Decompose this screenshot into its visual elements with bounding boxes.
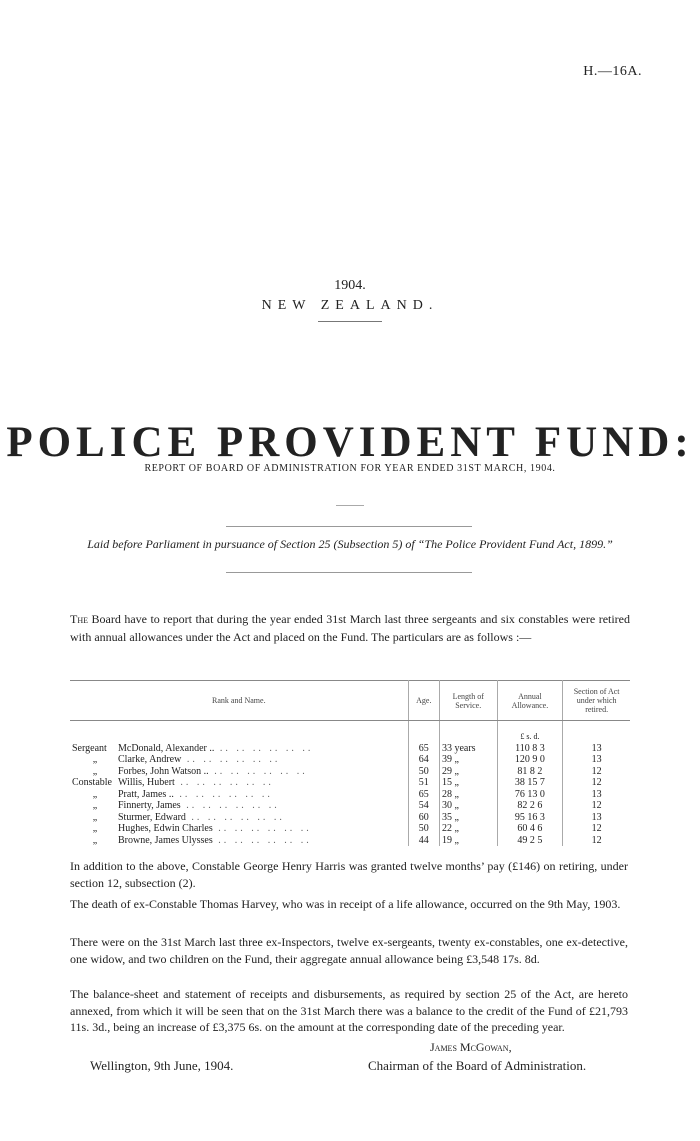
allowance-cell: 95 16 3 [497,812,563,824]
rank-name-cell [70,754,408,766]
rank-label: „ [92,765,98,777]
service-cell: 39 „ [439,754,497,766]
signatory-name: James McGowan, [430,1040,512,1054]
retirements-table [70,680,630,846]
header-age: Age. [408,681,439,721]
service-cell: 28 „ [439,789,497,801]
table-row [70,743,630,755]
person-name: Hughes, Edwin Charles [118,823,213,834]
rank-label: „ [92,811,98,823]
document-reference: H.—16A. [583,64,642,79]
allowance-cell: 110 8 3 [497,743,563,755]
service-cell: 29 „ [439,766,497,778]
person-name: McDonald, Alexander .. [118,742,215,754]
section-cell: 12 [591,765,602,777]
person-name: Forbes, John Watson .. [118,765,209,777]
rank-name-cell [70,743,408,755]
leader-dots: .. .. .. .. .. .. [185,811,285,823]
rank-name-cell [70,789,408,801]
service-cell: 30 „ [439,800,497,812]
service-cell: 33 years [439,743,497,755]
service-cell: 35 „ [439,812,497,824]
table-row [70,789,630,801]
table-row [70,835,630,847]
paragraph-fund-members: There were on the 31st March last three ex-Inspectors, twelve ex-sergeants, twenty ex-constables, one ex-detective, one widow, and two children on the Fund, their aggregate annual allowance being £3,548 17s. 8d. [70,935,628,966]
leader-dots: .. .. .. .. .. .. [212,823,312,834]
currency-units: £ s. d. [497,721,563,743]
age-cell: 65 [408,789,439,801]
allowance-cell: 38 15 7 [497,777,563,789]
section-cell: 12 [591,834,602,846]
table-row [70,766,630,778]
allowance-cell: 81 8 2 [497,766,563,778]
section-cell: 13 [591,754,602,765]
subtitle-rule [336,505,364,506]
age-cell: 65 [408,743,439,755]
laid-before-notice: Laid before Parliament in pursuance of Section 25 (Subsection 5) of “The Police Provident Fund Act, 1899.” [87,537,613,551]
rank-name-cell [70,812,408,824]
section-cell: 13 [591,788,602,800]
rank-label: „ [92,754,98,765]
age-cell: 60 [408,812,439,824]
masthead-rule [318,321,382,322]
place-and-date: Wellington, 9th June, 1904. [90,1058,234,1073]
section-cell: 13 [591,742,602,754]
allowance-cell: 82 2 6 [497,800,563,812]
section-cell: 12 [591,823,602,834]
report-subtitle: REPORT OF BOARD OF ADMINISTRATION FOR YEAR ENDED 31ST MARCH, 1904. [144,463,556,474]
service-cell: 22 „ [439,823,497,835]
table-row [70,800,630,812]
person-name: Sturmer, Edward [118,811,186,823]
intro-paragraph [70,610,630,646]
person-name: Browne, James Ulysses [118,834,213,846]
age-cell: 50 [408,766,439,778]
table-row [70,823,630,835]
table-row [70,777,630,789]
rank-label: Constable [72,777,112,788]
section-cell: 13 [591,811,602,823]
units-row [70,721,630,743]
leader-dots: .. .. .. .. .. .. [208,765,308,777]
intro-lead-word: The [70,612,88,626]
service-cell: 19 „ [439,835,497,847]
header-section-of-act: Section of Act under which retired. [563,681,630,721]
service-cell: 15 „ [439,777,497,789]
leader-dots: .. .. .. .. .. .. [173,788,273,800]
document-year: 1904. [334,278,366,293]
table-row [70,812,630,824]
leader-dots: .. .. .. .. .. .. [174,777,274,788]
rank-label: „ [92,800,98,811]
header-rank-name: Rank and Name. [70,681,408,721]
person-name: Finnerty, James [118,800,181,811]
header-length-of-service: Length of Service. [439,681,497,721]
leader-dots: .. .. .. .. .. .. [180,800,280,811]
paragraph-harris: In addition to the above, Constable George Henry Harris was granted twelve months’ pay (£146) on retiring, under section 12, subsection (2). [70,859,628,890]
leader-dots: .. .. .. .. .. .. [214,742,314,754]
rank-name-cell [70,835,408,847]
intro-text: Board have to report that during the year ended 31st March last three sergeants and six constables were retired with annual allowances under the Act and placed on the Fund. The particulars are as follows :— [70,612,631,644]
section-cell: 12 [591,800,602,811]
header-annual-allowance: Annual Allowance. [497,681,563,721]
leader-dots: .. .. .. .. .. .. [212,834,312,846]
allowance-cell: 60 4 6 [497,823,563,835]
age-cell: 44 [408,835,439,847]
person-name: Pratt, James .. [118,788,174,800]
laid-before-bottom-rule [226,572,472,573]
paragraph-balance-sheet: The balance-sheet and statement of receipts and disbursements, as required by section 25 of the Act, are hereto annexed, from which it will be seen that on the 31st March there was a balance to the credit of the Fund of £21,793 11s. 3d., being an increase of £3,375 6s. on the amount at the corresponding date of the preceding year. [70,987,628,1034]
age-cell: 50 [408,823,439,835]
page-title: POLICE PROVIDENT FUND: [6,419,694,466]
country-heading: NEW ZEALAND. [261,298,439,313]
paragraph-harvey: The death of ex-Constable Thomas Harvey, who was in receipt of a life allowance, occurred on the 9th May, 1903. [70,897,621,911]
age-cell: 64 [408,754,439,766]
allowance-cell: 49 2 5 [497,835,563,847]
table-row [70,754,630,766]
person-name: Willis, Hubert [118,777,175,788]
allowance-cell: 120 9 0 [497,754,563,766]
signatory-title: Chairman of the Board of Administration. [368,1058,587,1073]
rank-name-cell [70,823,408,835]
rank-name-cell [70,777,408,789]
leader-dots: .. .. .. .. .. .. [181,754,281,765]
age-cell: 51 [408,777,439,789]
allowance-cell: 76 13 0 [497,789,563,801]
rank-name-cell [70,766,408,778]
table-header-row [70,681,630,721]
rank-label: „ [92,834,98,846]
rank-name-cell [70,800,408,812]
laid-before-top-rule [226,526,472,527]
age-cell: 54 [408,800,439,812]
person-name: Clarke, Andrew [118,754,182,765]
section-cell: 12 [591,777,602,788]
rank-label: Sergeant [72,742,107,754]
rank-label: „ [92,823,98,834]
rank-label: „ [92,788,98,800]
